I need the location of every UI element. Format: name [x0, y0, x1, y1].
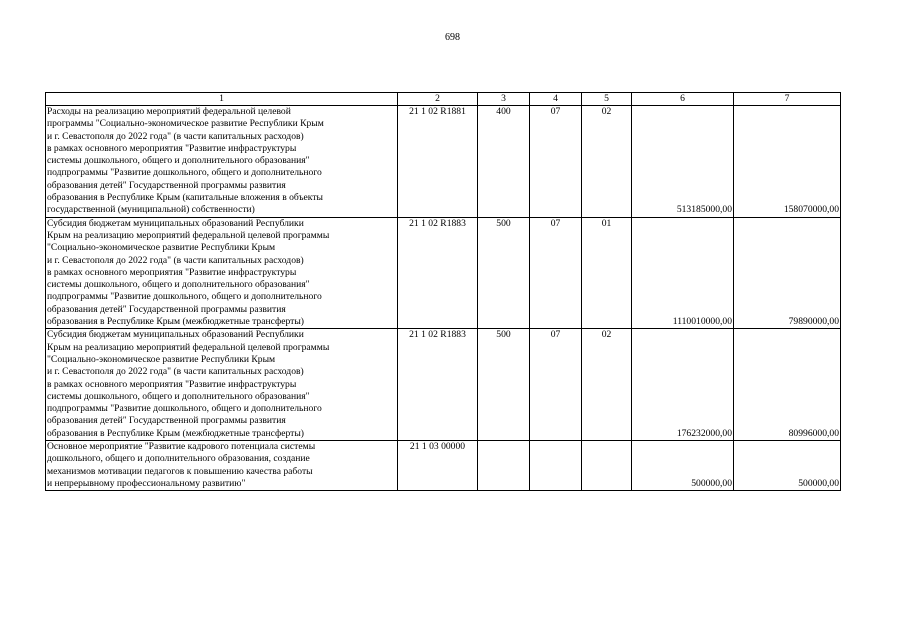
description-line: образования детей" Государственной программы развития	[47, 303, 286, 315]
amount-column-6: 513185000,00	[632, 106, 734, 218]
row-description	[46, 217, 398, 329]
description-line: и г. Севастополя до 2022 года" (в части капитальных расходов)	[47, 130, 304, 142]
description-line: Крым на реализацию мероприятий федеральной целевой программы	[47, 229, 330, 241]
expense-type-code	[478, 441, 530, 491]
description-line: Расходы на реализацию мероприятий федеральной целевой	[47, 106, 291, 117]
target-article-code: 21 1 03 00000	[398, 441, 478, 491]
expense-type-code: 500	[478, 329, 530, 441]
amount-column-7: 79890000,00	[734, 217, 841, 329]
description-line: "Социально-экономическое развитие Республики Крым	[47, 353, 276, 365]
table-row	[46, 441, 841, 491]
description-line: подпрограммы "Развитие дошкольного, общего и дополнительного	[47, 403, 322, 415]
description-line: подпрограммы "Развитие дошкольного, общего и дополнительного	[47, 291, 322, 303]
column-header: 3	[478, 93, 530, 106]
subsection-code: 02	[582, 329, 632, 441]
description-line: механизмов мотивации педагогов к повышению качества работы	[47, 465, 313, 477]
amount-column-7: 80996000,00	[734, 329, 841, 441]
description-line: программы "Социально-экономическое развитие Республики Крым	[47, 118, 324, 130]
subsection-code: 02	[582, 106, 632, 218]
description-line: и г. Севастополя до 2022 года" (в части капитальных расходов)	[47, 254, 304, 266]
description-line: Субсидия бюджетам муниципальных образований Республики	[47, 329, 304, 341]
subsection-code	[582, 441, 632, 491]
description-line: Субсидия бюджетам муниципальных образований Республики	[47, 217, 304, 229]
column-header: 5	[582, 93, 632, 106]
row-description	[46, 441, 398, 491]
budget-table	[45, 92, 841, 491]
description-line: системы дошкольного, общего и дополнительного образования"	[47, 390, 310, 402]
amount-column-7: 158070000,00	[734, 106, 841, 218]
section-code	[530, 441, 582, 491]
column-header: 6	[632, 93, 734, 106]
description-line: и непрерывному профессиональному развитию"	[47, 477, 246, 489]
expense-type-code: 400	[478, 106, 530, 218]
section-code: 07	[530, 106, 582, 218]
description-line: Основное мероприятие "Развитие кадрового потенциала системы	[47, 441, 316, 453]
amount-column-7: 500000,00	[734, 441, 841, 491]
description-line: образования в Республике Крым (межбюджетные трансферты)	[47, 427, 304, 439]
table-row	[46, 106, 841, 218]
description-line: в рамках основного мероприятия "Развитие инфраструктуры	[47, 142, 297, 154]
description-line: в рамках основного мероприятия "Развитие инфраструктуры	[47, 266, 297, 278]
description-line: образования детей" Государственной программы развития	[47, 179, 286, 191]
table-header-row	[46, 93, 841, 106]
amount-column-6: 500000,00	[632, 441, 734, 491]
expense-type-code: 500	[478, 217, 530, 329]
description-line: "Социально-экономическое развитие Республики Крым	[47, 242, 276, 254]
target-article-code: 21 1 02 R1881	[398, 106, 478, 218]
description-line: Крым на реализацию мероприятий федеральной целевой программы	[47, 341, 330, 353]
column-header: 2	[398, 93, 478, 106]
description-line: и г. Севастополя до 2022 года" (в части капитальных расходов)	[47, 366, 304, 378]
description-line: образования в Республике Крым (межбюджетные трансферты)	[47, 316, 304, 328]
table-row	[46, 329, 841, 441]
page-number: 698	[445, 32, 460, 43]
description-line: в рамках основного мероприятия "Развитие инфраструктуры	[47, 378, 297, 390]
amount-column-6: 1110010000,00	[632, 217, 734, 329]
row-description	[46, 106, 398, 218]
description-line: подпрограммы "Развитие дошкольного, общего и дополнительного	[47, 167, 322, 179]
section-code: 07	[530, 329, 582, 441]
description-line: системы дошкольного, общего и дополнительного образования"	[47, 155, 310, 167]
section-code: 07	[530, 217, 582, 329]
column-header: 7	[734, 93, 841, 106]
subsection-code: 01	[582, 217, 632, 329]
column-header: 1	[46, 93, 398, 106]
target-article-code: 21 1 02 R1883	[398, 217, 478, 329]
target-article-code: 21 1 02 R1883	[398, 329, 478, 441]
amount-column-6: 176232000,00	[632, 329, 734, 441]
description-line: образования в Республике Крым (капитальные вложения в объекты	[47, 192, 323, 204]
row-description	[46, 329, 398, 441]
description-line: системы дошкольного, общего и дополнительного образования"	[47, 279, 310, 291]
description-line: государственной (муниципальной) собственности)	[47, 204, 255, 216]
table-row	[46, 217, 841, 329]
column-header: 4	[530, 93, 582, 106]
description-line: дошкольного, общего и дополнительного образования, создание	[47, 453, 310, 465]
description-line: образования детей" Государственной программы развития	[47, 415, 286, 427]
